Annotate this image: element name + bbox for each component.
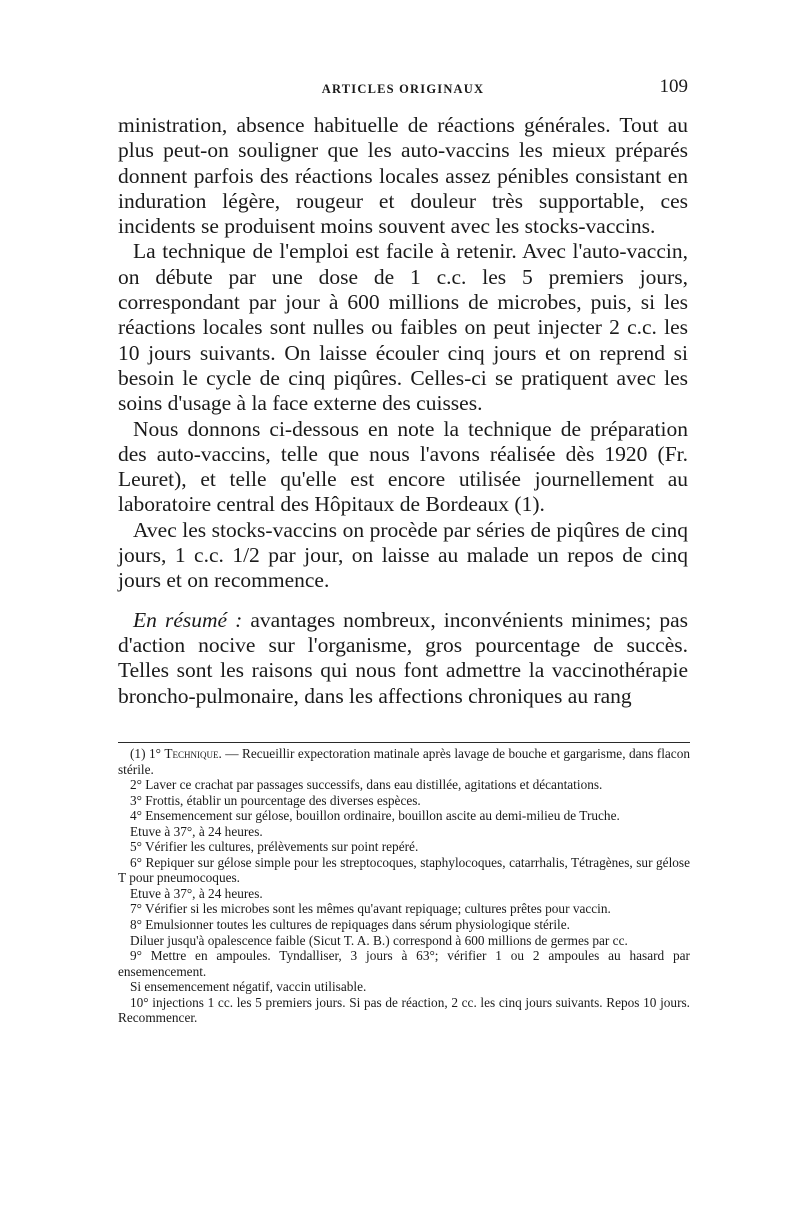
footnote-step-7: 7° Vérifier si les microbes sont les mêmes qu'avant repiquage; cultures prêtes pour vaccin. [130,901,611,917]
footnote-step-8: 8° Emulsionner toutes les cultures de repiquages dans sérum physiologique stérile. [130,917,570,933]
footnotes [118,746,690,1026]
footnote-rule [118,742,690,743]
paragraph-preparation: Nous donnons ci-dessous en note la technique de préparation des auto-vaccins, telle que nous l'avons réalisée dès 1920 (Fr. Leuret), et telle qu'elle est encore utilisée journellement au laboratoire central des Hôpitaux de Bordeaux (1). [118,416,688,517]
footnote-step-6-etuve: Etuve à 37°, à 24 heures. [130,885,263,901]
footnote-step-3: 3° Frottis, établir un pourcentage des diverses espèces. [130,792,421,808]
paragraph-continuation: ministration, absence habituelle de réactions générales. Tout au plus peut-on souligner que les auto-vaccins les mieux préparés donnent parfois des réactions locales assez pénibles consistant en induration légère, rougeur et douleur très supportable, ces incidents se produisent moins souvent avec les stocks-vaccins. [118,113,688,239]
running-title: ARTICLES ORIGINAUX [321,82,485,96]
paragraph-stocks-vaccins: Avec les stocks-vaccins on procède par séries de piqûres de cinq jours, 1 c.c. 1/2 par jour, on laisse au malade un repos de cinq jours et on recommence. [118,517,688,593]
footnote-step-4: 4° Ensemencement sur gélose, bouillon ordinaire, bouillon ascite au demi-milieu de Truche. [130,808,620,824]
footnote-step-4-etuve: Etuve à 37°, à 24 heures. [130,823,263,839]
footnote-step-9: 9° Mettre en ampoules. Tyndalliser, 3 jours à 63°; vérifier 1 ou 2 ampoules au hasard par ensemencement. [118,948,690,979]
page-header [118,76,688,100]
paragraph-resume [118,608,688,709]
footnote-1-text: — Recueillir expectoration matinale après lavage de bouche et gargarisme, dans flacon stérile. [118,746,690,777]
footnote-step-10: 10° injections 1 cc. les 5 premiers jours. Si pas de réaction, 2 cc. les cinq jours suivants. Repos 10 jours. Recommencer. [118,994,690,1026]
main-text [118,113,688,709]
footnote-1-prefix: (1) 1° [130,746,165,761]
footnote-step-9-result: Si ensemencement négatif, vaccin utilisable. [130,979,367,995]
page-number: 109 [659,76,688,97]
footnote-step-8-dilution: Diluer jusqu'à opalescence faible (Sicut T. A. B.) correspond à 600 millions de germes par cc. [130,932,628,948]
footnote-1 [118,746,690,777]
footnote-step-5: 5° Vérifier les cultures, prélèvements sur point repéré. [130,839,419,855]
paragraph-technique: La technique de l'emploi est facile à retenir. Avec l'auto-vaccin, on débute par une dose de 1 c.c. les 5 premiers jours, correspondant par jour à 600 millions de microbes, puis, si les réactions locales sont nulles ou faibles on peut injecter 2 c.c. les 10 jours suivants. On laisse écouler cinq jours et on reprend si besoin le cycle de cinq piqûres. Celles-ci se pratiquent avec les soins d'usage à la face externe des cuisses. [118,239,688,416]
footnote-1-label: Technique. [164,746,222,761]
footnote-step-6: 6° Repiquer sur gélose simple pour les streptocoques, staphylocoques, catarrhalis, Tétragènes, sur gélose T pour pneumocoques. [118,854,690,886]
resume-text: avantages nombreux, inconvénients minimes; pas d'action nocive sur l'organisme, gros pourcentage de succès. Telles sont les raisons qui nous font admettre la vaccinothérapie broncho-pulmonaire, dans les affections chroniques au rang [118,607,688,708]
footnote-step-2: 2° Laver ce crachat par passages successifs, dans eau distillée, agitations et décantations. [130,777,603,793]
resume-label: En résumé : [133,607,243,632]
